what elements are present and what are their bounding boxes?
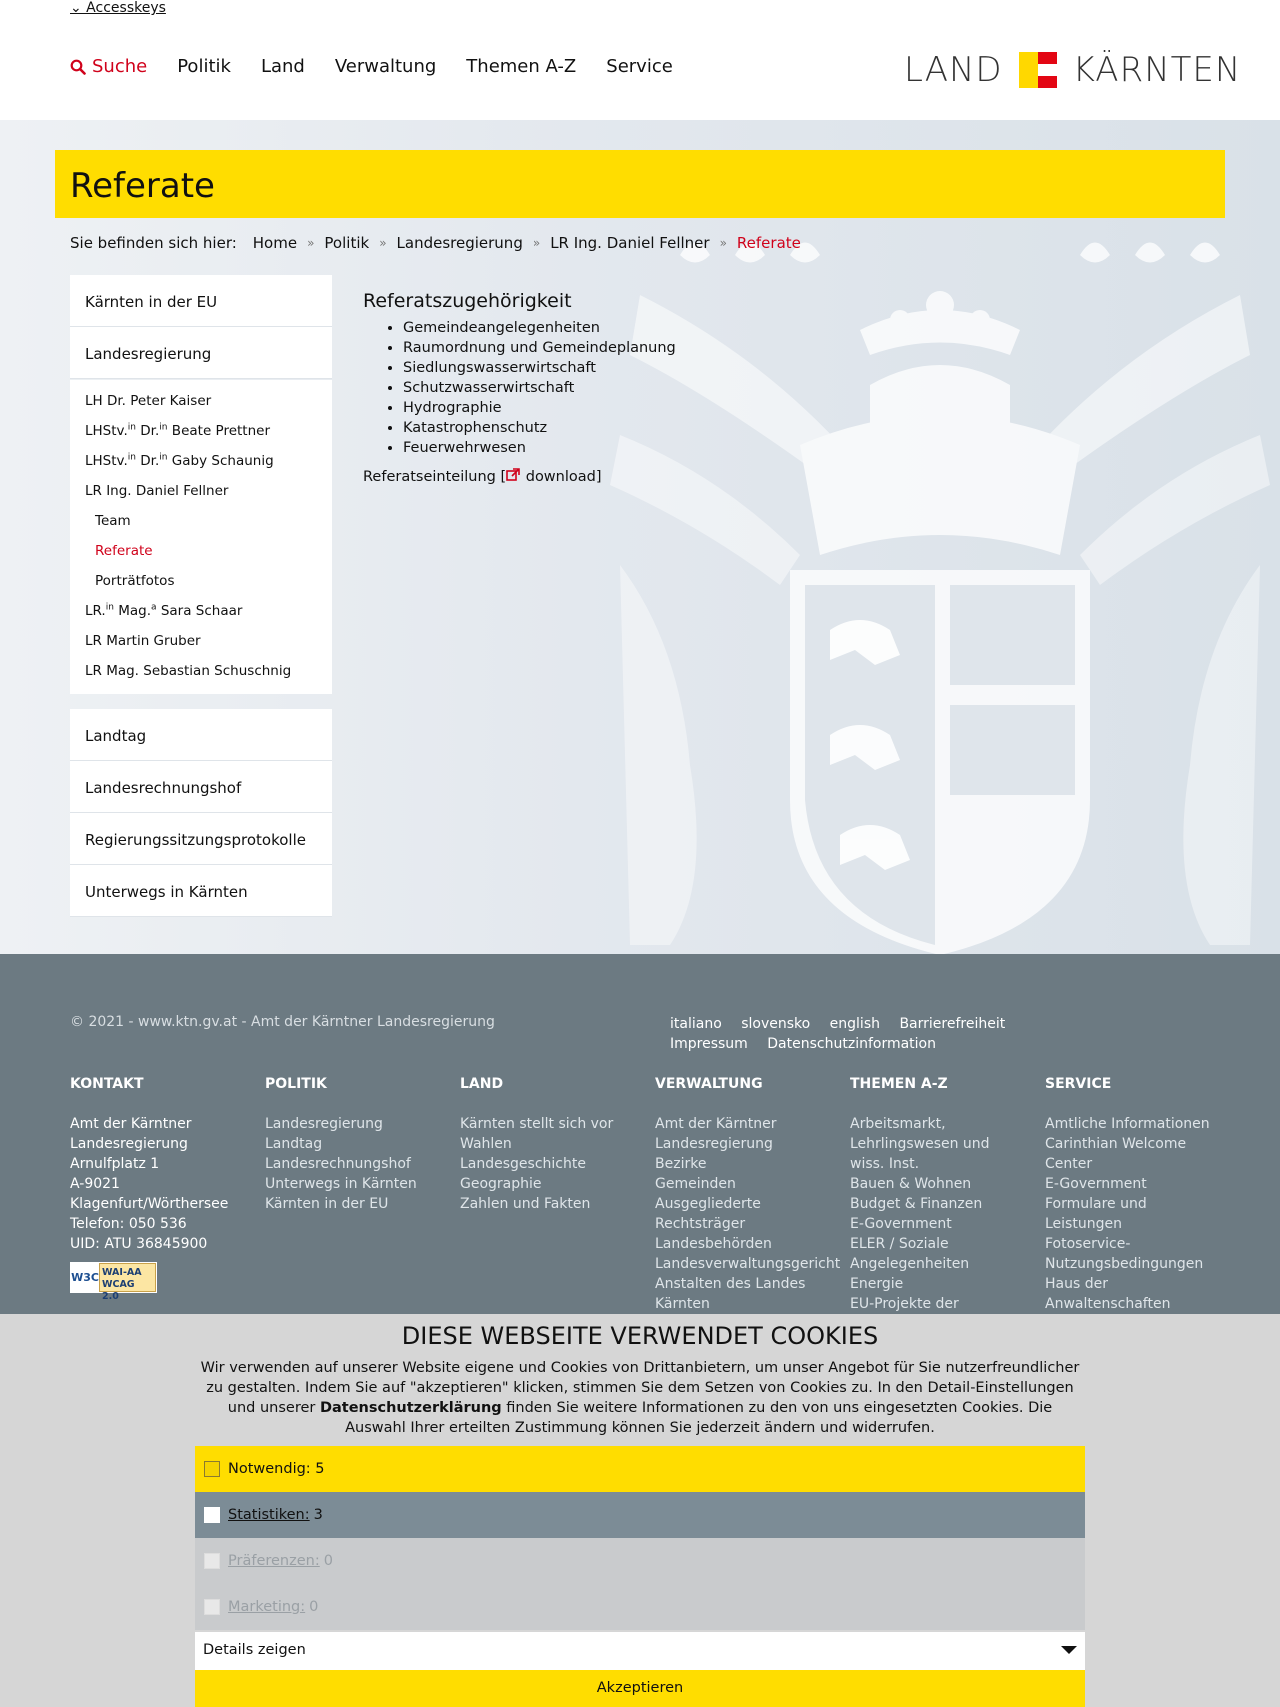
- sidebar-sub-gruber[interactable]: LR Martin Gruber: [85, 633, 201, 649]
- nav-search-label: Suche: [92, 56, 148, 77]
- cookie-option-count: 0: [309, 1599, 319, 1615]
- accept-button[interactable]: Akzeptieren: [195, 1670, 1085, 1707]
- list-item: • Gemeindeangelegenheiten: [403, 318, 723, 338]
- list-item: • Siedlungswasserwirtschaft: [403, 358, 723, 378]
- footer-col-title: SERVICE: [1045, 1076, 1112, 1092]
- list-item: • Raumordnung und Gemeindeplanung: [403, 338, 723, 358]
- footer-link-datenschutz[interactable]: Datenschutzinformation: [767, 1036, 936, 1052]
- checkbox-marketing[interactable]: [204, 1599, 220, 1615]
- sidebar-sub-prettner[interactable]: LHStv.$^{in}$ Dr.$^{in}$ Beate Prettner: [85, 422, 270, 439]
- breadcrumb-chevron-icon: »: [532, 236, 541, 250]
- list-item: • Katastrophenschutz: [403, 418, 723, 438]
- download-link[interactable]: download: [506, 469, 596, 485]
- breadcrumb-fellner[interactable]: LR Ing. Daniel Fellner: [550, 234, 710, 252]
- nav-land[interactable]: Land: [260, 56, 305, 77]
- wcag-badge-icon[interactable]: W3C WAI-AA WCAG 2.0: [70, 1262, 157, 1293]
- content: [363, 290, 723, 485]
- list-item: • Schutzwasserwirtschaft: [403, 378, 723, 398]
- nav-verwaltung[interactable]: Verwaltung: [334, 56, 437, 77]
- footer-col-title: KONTAKT: [70, 1076, 144, 1092]
- breadcrumb-politik[interactable]: Politik: [324, 234, 370, 252]
- main-nav: [70, 56, 673, 77]
- sidebar-item-landtag[interactable]: Landtag: [70, 709, 332, 761]
- footer-link[interactable]: Landesregierung: [265, 1116, 383, 1132]
- sidebar-item-kaernten-eu[interactable]: Kärnten in der EU: [70, 275, 332, 327]
- referate-list: [403, 318, 723, 458]
- details-dropdown[interactable]: [195, 1632, 1085, 1670]
- nav-service[interactable]: Service: [606, 56, 673, 77]
- sidebar-sub-portraetfotos[interactable]: Porträtfotos: [95, 573, 175, 589]
- footer-col-verwaltung: VERWALTUNG Amt der Kärntner Landesregierung Bezirke Gemeinden Ausgegliederte Rechtsträger Landesbehörden Landesverwaltungsgericht Anstalten des Landes Kärnten: [655, 1074, 845, 1314]
- cookie-banner: [0, 1314, 1280, 1707]
- footer: [0, 954, 1280, 1314]
- nav-themen-a-z[interactable]: Themen A-Z: [466, 56, 577, 77]
- sidebar-sub-schaar[interactable]: LR.$^{in}$ Mag.$^a$ Sara Schaar: [85, 602, 243, 619]
- sidebar-sub-team[interactable]: Team: [95, 513, 131, 529]
- content-heading: Referatszugehörigkeit: [363, 290, 572, 312]
- page-title: Referate: [70, 166, 215, 206]
- cookie-option-notwendig[interactable]: [195, 1446, 1085, 1492]
- sidebar: [70, 275, 332, 917]
- footer-col-title: LAND: [460, 1076, 504, 1092]
- breadcrumb-chevron-icon: »: [307, 236, 315, 250]
- breadcrumb-chevron-icon: »: [719, 236, 727, 250]
- cookie-option-count: 0: [323, 1553, 333, 1569]
- footer-link[interactable]: Landtag: [265, 1136, 323, 1152]
- page-title-bar: [55, 150, 1225, 218]
- breadcrumb-landesregierung[interactable]: Landesregierung: [396, 234, 523, 252]
- footer-col-title: POLITIK: [265, 1076, 327, 1092]
- search-icon: [70, 59, 86, 75]
- footer-link[interactable]: Landesgeschichte: [460, 1156, 586, 1172]
- sidebar-sub-schuschnig[interactable]: LR Mag. Sebastian Schuschnig: [85, 663, 292, 679]
- cookie-option-marketing[interactable]: [195, 1584, 1085, 1630]
- footer-col-land: [460, 1074, 650, 1214]
- details-label: Details zeigen: [203, 1642, 306, 1658]
- sidebar-sub-kaiser[interactable]: LH Dr. Peter Kaiser: [85, 393, 212, 409]
- copyright: © 2021 - www.ktn.gv.at - Amt der Kärntner Landesregierung: [70, 1014, 495, 1030]
- chevron-down-icon: [1061, 1646, 1077, 1654]
- external-link-icon: [506, 468, 521, 481]
- footer-link-barrierefreiheit[interactable]: Barrierefreiheit: [899, 1016, 1006, 1032]
- footer-link[interactable]: Zahlen und Fakten: [460, 1196, 591, 1212]
- footer-col-service: SERVICE Amtliche Informationen Carinthian Welcome Center E-Government Formulare und Leistungen Fotoservice- Nutzungsbedingungen Haus der Anwaltenschaften: [1045, 1074, 1235, 1314]
- nav-politik[interactable]: Politik: [177, 56, 231, 77]
- footer-link[interactable]: Wahlen: [460, 1136, 512, 1152]
- footer-link-slovensko[interactable]: slovensko: [741, 1016, 811, 1032]
- cookie-option-label[interactable]: Marketing:: [228, 1599, 306, 1615]
- checkbox-statistiken[interactable]: [204, 1507, 220, 1523]
- footer-link-impressum[interactable]: Impressum: [670, 1036, 748, 1052]
- download-line: Referatseinteilung [ download]: [363, 469, 602, 485]
- logo-text-kaernten: KÄRNTEN: [1072, 50, 1242, 90]
- sidebar-item-landesregierung[interactable]: Landesregierung: [70, 327, 332, 379]
- footer-link[interactable]: Unterwegs in Kärnten: [265, 1176, 417, 1192]
- main-area: [0, 120, 1280, 954]
- checkbox-notwendig[interactable]: [204, 1461, 220, 1477]
- breadcrumb-chevron-icon: »: [379, 236, 387, 250]
- breadcrumb-home[interactable]: Home: [252, 234, 298, 252]
- sidebar-sub-fellner[interactable]: LR Ing. Daniel Fellner: [85, 483, 229, 499]
- cookie-option-count: 3: [313, 1507, 323, 1523]
- footer-col-title: THEMEN A-Z: [850, 1076, 948, 1092]
- cookie-option-label[interactable]: Präferenzen:: [228, 1553, 320, 1569]
- cookie-option-statistiken[interactable]: [195, 1492, 1085, 1538]
- sidebar-sub-schaunig[interactable]: LHStv.$^{in}$ Dr.$^{in}$ Gaby Schaunig: [85, 452, 274, 469]
- breadcrumb-label: Sie befinden sich hier:: [70, 234, 237, 252]
- footer-links: [670, 1014, 1100, 1054]
- sidebar-item-landesrechnungshof[interactable]: Landesrechnungshof: [70, 761, 332, 813]
- sidebar-item-unterwegs[interactable]: Unterwegs in Kärnten: [70, 865, 332, 917]
- cookie-option-label: Notwendig: 5: [228, 1461, 325, 1477]
- footer-link[interactable]: Geographie: [460, 1176, 542, 1192]
- footer-col-kontakt: KONTAKT Amt der Kärntner Landesregierung Arnulfplatz 1 A-9021 Klagenfurt/Wörthersee Telefon: 050 536 UID: ATU 36845900 W3C WAI-AA WCAG 2.0: [70, 1074, 260, 1293]
- checkbox-praeferenzen[interactable]: [204, 1553, 220, 1569]
- cookie-option-label[interactable]: Statistiken:: [228, 1507, 310, 1523]
- footer-link-italiano[interactable]: italiano: [670, 1016, 722, 1032]
- footer-link[interactable]: Kärnten in der EU: [265, 1196, 389, 1212]
- sidebar-sub-referate[interactable]: Referate: [95, 543, 153, 559]
- breadcrumb: [70, 234, 801, 252]
- logo-text-land: LAND: [904, 50, 1003, 90]
- sidebar-item-regierungssitzungsprotokolle[interactable]: Regierungssitzungsprotokolle: [70, 813, 332, 865]
- footer-link[interactable]: Kärnten stellt sich vor: [460, 1116, 614, 1132]
- footer-col-politik: [265, 1074, 455, 1214]
- accesskeys-link[interactable]: ⌄ Accesskeys: [70, 0, 166, 16]
- nav-search[interactable]: [70, 56, 147, 77]
- footer-col-title: VERWALTUNG: [655, 1076, 763, 1092]
- list-item: • Feuerwehrwesen: [403, 438, 723, 458]
- cookie-title: DIESE WEBSEITE VERWENDET COOKIES: [401, 1322, 879, 1350]
- footer-link[interactable]: Landesrechnungshof: [265, 1156, 411, 1172]
- cookie-option-praeferenzen[interactable]: [195, 1538, 1085, 1584]
- footer-col-themen: THEMEN A-Z Arbeitsmarkt, Lehrlingswesen und wiss. Inst. Bauen & Wohnen Budget & Finanzen E-Government ELER / Soziale Angelegenheiten Energie EU-Projekte der: [850, 1074, 1040, 1314]
- list-item: • Hydrographie: [403, 398, 723, 418]
- sidebar-submenu: [70, 380, 332, 694]
- privacy-policy-link[interactable]: Datenschutzerklärung: [319, 1400, 502, 1416]
- logo-flag-icon: [1019, 52, 1057, 88]
- site-logo[interactable]: [904, 50, 1241, 90]
- breadcrumb-current: Referate: [736, 234, 801, 252]
- cookie-text: Wir verwenden auf unserer Website eigene und Cookies von Drittanbietern, um unser Angebot für Sie nutzerfreundlicher zu gestalten. Indem Sie auf "akzeptieren" klicken, stimmen Sie dem Setzen von Cookies zu. In den Detail-Einstellungen und unserer Datenschutzerklärung finden Sie weitere Informationen zu den von uns eingesetzten Cookies. Die Auswahl Ihrer erteilten Zustimmung können Sie jederzeit ändern und widerrufen.: [200, 1360, 1080, 1436]
- footer-link-english[interactable]: english: [829, 1016, 880, 1032]
